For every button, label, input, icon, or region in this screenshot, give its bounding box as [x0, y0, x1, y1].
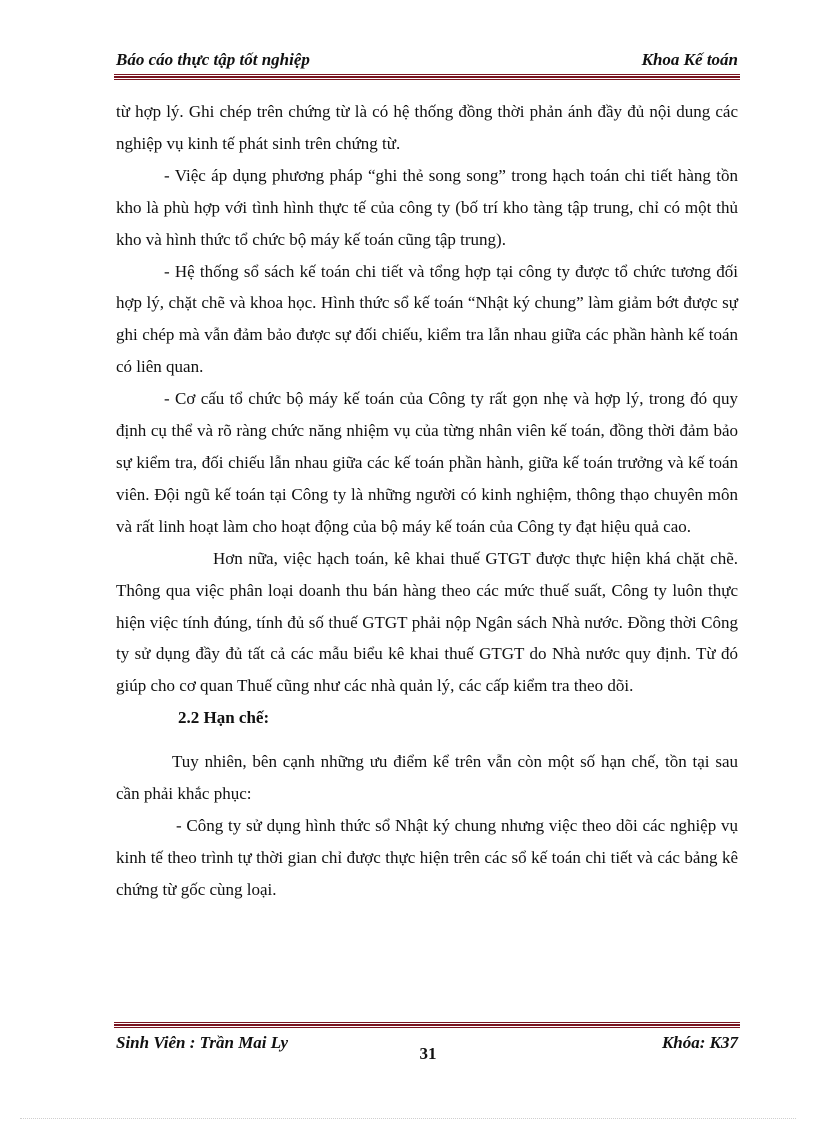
paragraph-4: - Cơ cấu tổ chức bộ máy kế toán của Công ty rất gọn nhẹ và hợp lý, trong đó quy định cụ thể và rõ ràng chức năng nhiệm vụ của từng nhân viên kế toán, đồng thời đảm bảo sự kiểm tra, đối chiếu lẫn nhau giữa các kế toán phần hành, giữa kế toán trưởng và kế toán viên. Đội ngũ kế toán tại Công ty là những người có kinh nghiệm, thông thạo chuyên môn và rất linh hoạt làm cho hoạt động của bộ máy kế toán của Công ty đạt hiệu quả cao. [116, 389, 738, 536]
page-number: 31 [419, 1044, 437, 1063]
document-body [116, 96, 738, 906]
header-report-title: Báo cáo thực tập tốt nghiệp [116, 50, 310, 69]
header-department: Khoa Kế toán [641, 50, 738, 69]
paragraph-5: Hơn nữa, việc hạch toán, kê khai thuế GTGT được thực hiện khá chặt chẽ. Thông qua việc phân loại doanh thu bán hàng theo các mức thuế suất, Công ty luôn thực hiện việc tính đúng, tính đủ số thuế GTGT phải nộp Ngân sách Nhà nước. Đồng thời Công ty sử dụng đầy đủ tất cả các mẫu biểu kê khai thuế GTGT do Nhà nước quy định. Từ đó giúp cho cơ quan Thuế cũng như các nhà quản lý, các cấp kiểm tra theo dõi. [116, 548, 738, 696]
paragraph-2: - Việc áp dụng phương pháp “ghi thẻ song song” trong hạch toán chi tiết hàng tồn kho là phù hợp với tình hình thực tế của công ty (bố trí kho tàng tập trung, chỉ có một thủ kho và hình thức tổ chức bộ máy kế toán cũng tập trung). [116, 165, 738, 249]
paragraph-1: từ hợp lý. Ghi chép trên chứng từ là có hệ thống đồng thời phản ánh đầy đủ nội dung các nghiệp vụ kinh tế phát sinh trên chứng từ. [116, 102, 738, 153]
footer-student-name: Sinh Viên : Trần Mai Ly [116, 1033, 289, 1052]
header-rule [114, 74, 740, 80]
footer-course: Khóa: K37 [661, 1033, 738, 1052]
paragraph-3: - Hệ thống sổ sách kế toán chi tiết và tổng hợp tại công ty được tổ chức tương đối hợp lý, chặt chẽ và khoa học. Hình thức sổ kế toán “Nhật ký chung” làm giảm bớt được sự ghi chép mà vẫn đảm bảo được sự đối chiếu, kiểm tra lẫn nhau giữa các phần hành kế toán có liên quan. [116, 261, 738, 377]
paragraph-6: Tuy nhiên, bên cạnh những ưu điểm kể trên vẫn còn một số hạn chế, tồn tại sau cần phải khắc phục: [116, 752, 738, 804]
paragraph-7: - Công ty sử dụng hình thức sổ Nhật ký chung nhưng việc theo dõi các nghiệp vụ kinh tế theo trình tự thời gian chỉ được thực hiện trên các sổ kế toán chi tiết và các bảng kê chứng từ gốc cùng loại. [116, 815, 738, 899]
page-bottom-border [20, 1118, 796, 1119]
footer-rule [114, 1022, 740, 1028]
page-header [114, 48, 740, 72]
section-heading: 2.2 Hạn chế: [178, 708, 270, 728]
